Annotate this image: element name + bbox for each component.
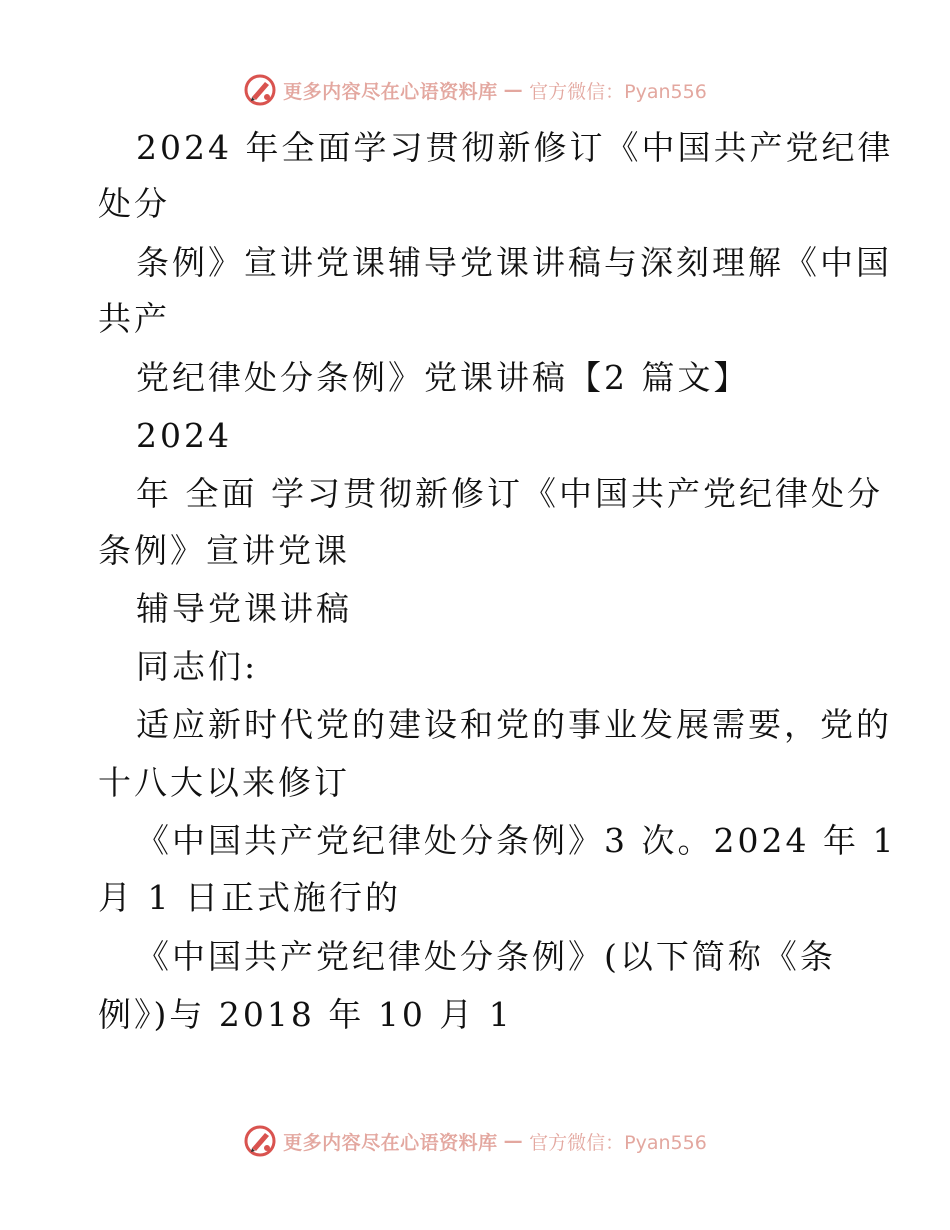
text-line: 同志们: — [136, 647, 259, 686]
watermark-subtext: 官方微信：Pyan556 — [529, 1131, 707, 1154]
text-line: 辅导党课讲稿 — [136, 589, 352, 628]
text-line: 《中国共产党纪律处分条例》(以下简称《条 — [136, 937, 836, 976]
text-line: 十八大以来修订 — [98, 763, 350, 802]
text-line: 月 1 日正式施行的 — [98, 878, 401, 917]
text-line: 2024 — [136, 416, 232, 455]
watermark-dash: — — [503, 1130, 524, 1152]
text-line: 2024 年全面学习贯彻新修订《中国共产党纪律 — [136, 128, 894, 167]
text-line: 处分 — [98, 184, 170, 223]
text-line: 共产 — [98, 299, 170, 338]
text-line: 适应新时代党的建设和党的事业发展需要，党的 — [136, 705, 892, 744]
footer-watermark — [0, 1121, 950, 1161]
text-line: 年 全面 学习贯彻新修订《中国共产党纪律处分 — [136, 474, 883, 513]
text-line: 《中国共产党纪律处分条例》3 次。2024 年 1 — [136, 821, 897, 860]
pen-logo-icon — [243, 73, 277, 107]
watermark-dash: — — [503, 79, 524, 101]
watermark-text: 更多内容尽在心语资料库 — [283, 1131, 498, 1154]
text-line: 条例》宣讲党课辅导党课讲稿与深刻理解《中国 — [136, 243, 892, 282]
pen-logo-icon — [243, 1124, 277, 1158]
watermark-text: 更多内容尽在心语资料库 — [283, 80, 498, 103]
text-line: 党纪律处分条例》党课讲稿【2 篇文】 — [136, 358, 750, 397]
header-watermark — [0, 70, 950, 110]
text-line: 例》)与 2018 年 10 月 1 — [98, 995, 513, 1034]
watermark-subtext: 官方微信：Pyan556 — [529, 80, 707, 103]
text-line: 条例》宣讲党课 — [98, 531, 350, 570]
